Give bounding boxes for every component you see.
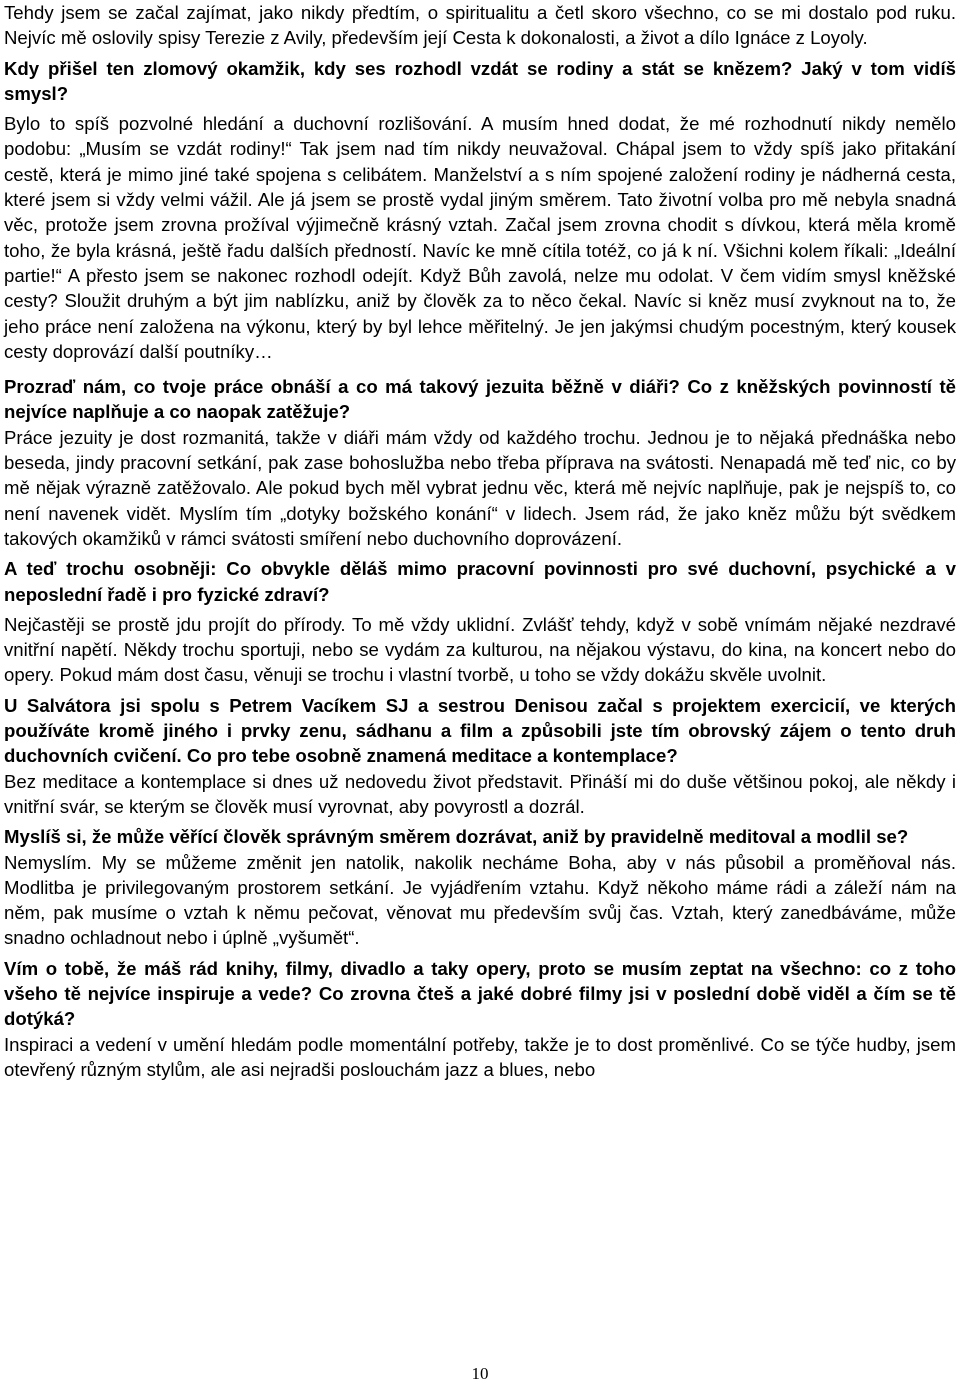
question-paragraph: A teď trochu osobněji: Co obvykle děláš mimo pracovní povinnosti pro své duchovní, psychické a v neposlední řadě i pro fyzické zdraví? <box>4 558 956 605</box>
answer-paragraph: Práce jezuity je dost rozmanitá, takže v diáři mám vždy od každého trochu. Jednou je to nějaká přednáška nebo beseda, jindy pracovní setkání, pak zase bohoslužba nebo třeba příprava na svátosti. Nenapadá mě teď nic, co by mě nějak výrazně zatěžovalo. Ale pokud bych měl vybrat jednu věc, která mě nejvíc naplňuje, pak je nejspíš to, co není navenek vidět. Myslím tím „dotyky božského konání“ v lidech. Jsem rád, že jako kněz můžu být svědkem takových okamžiků v rámci svátosti smíření nebo duchovního doprovázení. <box>4 426 956 549</box>
question-paragraph: Prozraď nám, co tvoje práce obnáší a co má takový jezuita běžně v diáři? Co z kněžských povinností tě nejvíce naplňuje a co naopak zatěžuje? <box>4 376 956 423</box>
question-paragraph: Vím o tobě, že máš rád knihy, filmy, divadlo a taky opery, proto se musím zeptat na všechno: co z toho všeho tě nejvíce inspiruje a vede? Co zrovna čteš a jaké dobré filmy jsi v poslední době viděl a čím se tě dotýká? <box>4 957 956 1030</box>
question-paragraph: Kdy přišel ten zlomový okamžik, kdy ses rozhodl vzdát se rodiny a stát se knězem? Jaký v tom vidíš smysl? <box>4 57 956 104</box>
page-number: 10 <box>471 1364 489 1383</box>
document-page <box>4 0 956 1082</box>
answer-paragraph: Bez meditace a kontemplace si dnes už nedovedu život představit. Přináší mi do duše většinou pokoj, ale někdy i vnitřní svár, se kterým se člověk musí vyrovnat, aby povyrostl a dozrál. <box>4 770 956 817</box>
question-paragraph: U Salvátora jsi spolu s Petrem Vacíkem SJ a sestrou Denisou začal s projektem exercicií, ve kterých používáte kromě jiného i prvky zenu, sádhanu a film a způsobili jste tím obrovský zájem o tento druh duchovních cvičení. Co pro tebe osobně znamená meditace a kontemplace? <box>4 694 956 767</box>
answer-paragraph: Bylo to spíš pozvolné hledání a duchovní rozlišování. A musím hned dodat, že mé rozhodnutí nikdy nemělo podobu: „Musím se vzdát rodiny!“ Tak jsem nad tím nikdy neuvažoval. Chápal jsem to vždy spíš jako přitakání cestě, která je mimo jiné také spojena s celibátem. Manželství a s ním spojené založení rodiny je nádherná cesta, které jsem si vždy velmi vážil. Ale já jsem se prostě vydal jiným směrem. Tato životní volba pro mě nebyla snadná věc, protože jsem zrovna prožíval výjimečně krásný vztah. Začal jsem zrovna chodit s dívkou, která měla kromě toho, že byla krásná, ještě řadu dalších předností. Navíc ke mně cítila totéž, co já k ní. Všichni kolem říkali: „Ideální partie!“ A přesto jsem se nakonec rozhodl odejít. Když Bůh zavolá, nelze mu odolat. V čem vidím smysl kněžské cesty? Sloužit druhým a být jim nablízku, aniž by člověk za to něco čekal. Navíc si kněz musí zvyknout na to, že jeho práce není založena na výkonu, který by byl lehce měřitelný. Je jen jakýmsi chudým pocestným, který kousek cesty doprovází další poutníky… <box>4 113 956 362</box>
answer-paragraph: Tehdy jsem se začal zajímat, jako nikdy předtím, o spiritualitu a četl skoro všechno, co se mi dostalo pod ruku. Nejvíc mě oslovily spisy Terezie z Avily, především její Cesta k dokonalosti, a život a dílo Ignáce z Loyoly. <box>4 2 956 49</box>
question-paragraph: Myslíš si, že může věřící člověk správným směrem dozrávat, aniž by pravidelně meditoval a modlil se? <box>4 826 909 848</box>
answer-paragraph: Nemyslím. My se můžeme změnit jen natolik, nakolik necháme Boha, aby v nás působil a proměňoval nás. Modlitba je privilegovaným prostorem setkání. Je vyjádřením vztahu. Když někoho máme rádi a záleží nám na něm, pak musíme o vztah k němu pečovat, věnovat mu především svůj čas. Vztah, který zanedbáváme, může snadno ochladnout nebo i úplně „vyšumět“. <box>4 851 956 949</box>
answer-paragraph: Nejčastěji se prostě jdu projít do přírody. To mě vždy uklidní. Zvlášť tehdy, když v sobě vnímám nějaké nezdravé vnitřní napětí. Někdy trochu sportuji, nebo se vydám za kulturou, na nějakou výstavu, do kina, na koncert nebo do opery. Pokud mám dost času, věnuji se trochu i vlastní tvorbě, u toho se vždy dokážu skvěle uvolnit. <box>4 613 956 686</box>
answer-paragraph: Inspiraci a vedení v umění hledám podle momentální potřeby, takže je to dost proměnlivé. Co se týče hudby, jsem otevřený různým stylům, ale asi nejradši poslouchám jazz a blues, nebo <box>4 1033 956 1080</box>
